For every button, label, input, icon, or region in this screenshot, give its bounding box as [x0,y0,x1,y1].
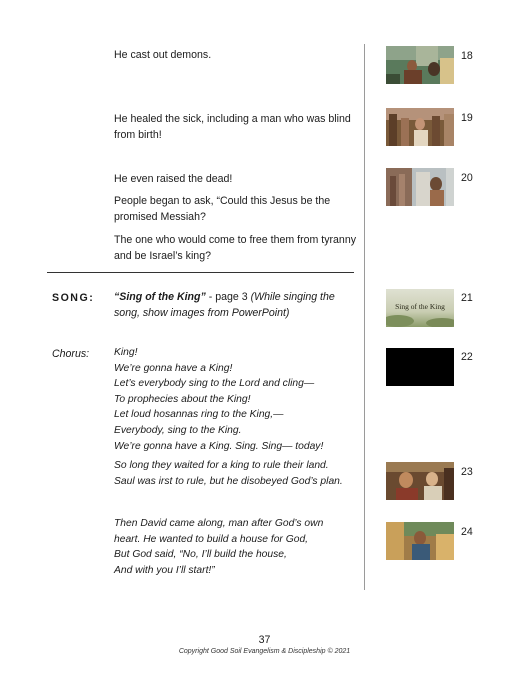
song-title-line [114,289,359,305]
copyright: Copyright Good Soil Evangelism & Discipleship © 2021 [178,648,351,655]
song-note: (While singing the [250,291,335,303]
lyrics-verse-1 [114,345,323,454]
song-title: “Sing of the King” [114,291,206,303]
lyric-line: But God said, “No, I’ll build the house, [114,549,287,561]
lyric-line: We’re gonna have a King! [114,362,233,374]
slide-24-thumbnail [386,522,454,560]
lyric-line: To prophecies about the King! [114,393,251,405]
lyric-line: And with you I’ll start!” [114,564,215,576]
slide-18-thumbnail [386,46,454,84]
column-divider [364,44,365,590]
song-note-line: song, show images from PowerPoint) [114,307,290,319]
chorus-label: Chorus: [52,348,90,360]
slide-number-20: 20 [461,172,473,184]
narration-king [114,232,356,264]
narration-line-raised-dead: He even raised the dead! [114,173,233,185]
lyrics-verse-2 [114,458,343,489]
lyric-line: Everybody, sing to the King. [114,424,242,436]
lyric-line: King! [114,347,138,358]
lyric-line: We’re gonna have a King. Sing. Sing— today! [114,440,324,452]
narration-healed-sick [114,111,351,143]
narration-line: People began to ask, “Could this Jesus be the [114,195,331,207]
slide-23-thumbnail [386,462,454,500]
lyric-line: Let loud hosannas ring to the King,— [114,409,284,421]
narration-messiah [114,193,330,225]
lyric-line: Then David came along, man after God’s own [114,518,324,529]
narration-line: He healed the sick, including a man who was blind [114,113,351,125]
slide-number-18: 18 [461,50,473,62]
song-page: - page 3 [205,291,251,303]
narration-line: from birth! [114,129,162,141]
lyric-line: So long they waited for a king to rule their land. [114,460,329,471]
slide-21-caption: Sing of the King [395,302,445,311]
narration-line: and be Israel’s king? [114,250,211,262]
lyric-line: heart. He wanted to build a house for God, [114,533,309,545]
lyric-line: Let’s everybody sing to the Lord and cling— [114,378,315,390]
slide-number-21: 21 [461,292,473,304]
slide-19-thumbnail [386,108,454,146]
song-title-block [114,289,359,321]
slide-number-22: 22 [461,351,473,363]
lyric-line: Saul was irst to rule, but he disobeyed God’s plan. [114,475,343,487]
lyrics-verse-3 [114,516,323,578]
slide-21-thumbnail [386,289,454,327]
slide-number-24: 24 [461,526,473,538]
section-divider [47,272,354,273]
slide-number-23: 23 [461,466,473,478]
narration-line: The one who would come to free them from tyranny [114,234,357,246]
narration-line-demons: He cast out demons. [114,49,212,61]
slide-22-thumbnail [386,348,454,386]
slide-number-19: 19 [461,112,473,124]
slide-20-thumbnail [386,168,454,206]
page-number: 37 [258,634,271,646]
song-label: SONG: [52,292,95,304]
narration-line: promised Messiah? [114,211,206,223]
